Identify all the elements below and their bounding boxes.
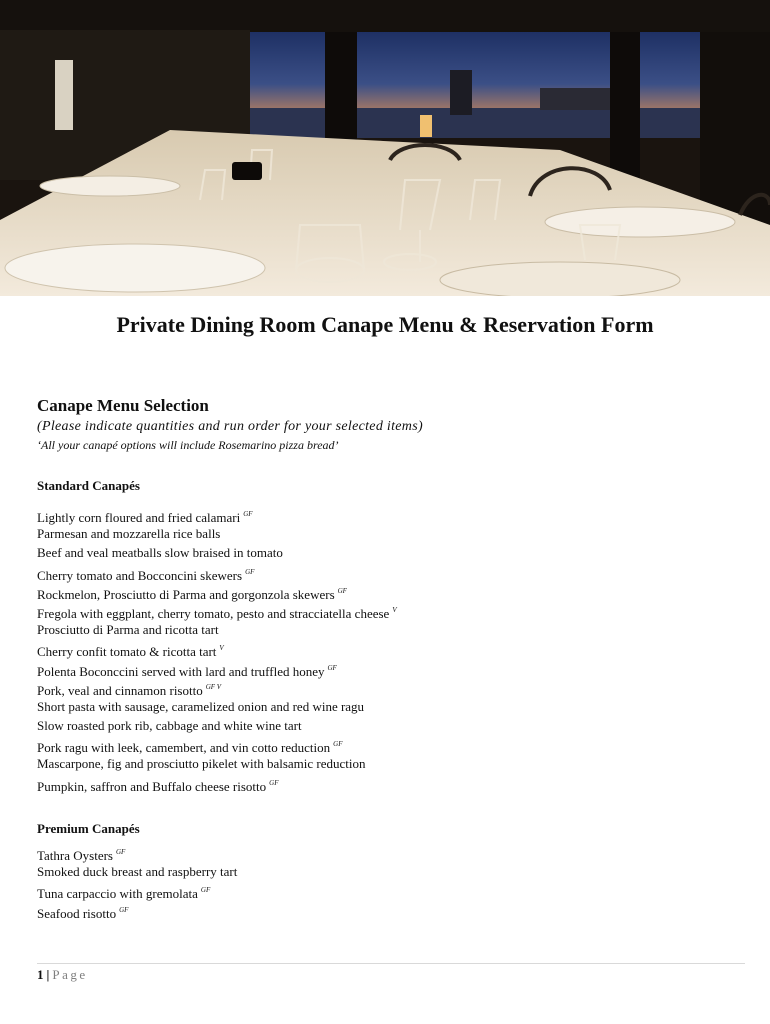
dietary-tag: GF: [333, 740, 343, 749]
hero-dining-photo: [0, 0, 770, 296]
menu-item-name: Rockmelon, Prosciutto di Parma and gorgonzola skewers: [37, 586, 335, 602]
standard-canapes-list: [37, 505, 397, 793]
menu-item: [37, 774, 397, 793]
dietary-tag: GF: [119, 905, 129, 914]
menu-item: [37, 505, 397, 524]
menu-item: [37, 620, 397, 639]
menu-item-name: Mascarpone, fig and prosciutto pikelet with balsamic reduction: [37, 756, 366, 772]
page-number: 1: [37, 967, 44, 982]
dietary-tag: GF: [243, 510, 253, 518]
menu-item-name: Beef and veal meatballs slow braised in tomato: [37, 545, 283, 561]
dietary-tag: V: [392, 605, 397, 614]
standard-canapes-heading: Standard Canapés: [37, 478, 140, 493]
menu-item-name: Cherry tomato and Bocconcini skewers: [37, 567, 243, 583]
menu-item: [37, 862, 237, 881]
menu-item: [37, 678, 397, 697]
menu-item-name: Prosciutto di Parma and ricotta tart: [37, 622, 219, 638]
menu-item-name: Fregola with eggplant, cherry tomato, pesto and stracciatella cheese: [37, 605, 390, 621]
menu-item: [37, 639, 397, 658]
menu-item-name: Slow roasted pork rib, cabbage and white wine tart: [37, 718, 302, 734]
menu-item-name: Short pasta with sausage, caramelized onion and red wine ragu: [37, 698, 365, 714]
selection-instruction: (Please indicate quantities and run order for your selected items): [37, 419, 423, 434]
dietary-tag: GF: [327, 663, 337, 672]
dining-room-illustration: [0, 0, 770, 296]
dietary-tag: GF: [245, 567, 255, 576]
menu-item: [37, 716, 397, 735]
footer-divider: [37, 963, 745, 964]
menu-item: [37, 735, 397, 754]
footer-separator: |: [46, 967, 50, 982]
dietary-tag: GF: [200, 886, 211, 895]
menu-item: [37, 697, 397, 716]
dietary-tag: V: [219, 644, 224, 653]
menu-item-name: Smoked duck breast and raspberry tart: [37, 864, 238, 880]
menu-item-name: Pork ragu with leek, camembert, and vin cotto reduction: [37, 740, 331, 756]
menu-item: [37, 659, 397, 678]
menu-item-name: Seafood risotto: [37, 905, 117, 921]
menu-item-name: Tuna carpaccio with gremolata: [37, 886, 198, 902]
dietary-tag: GF: [269, 778, 279, 787]
dietary-tag: GF: [115, 848, 126, 856]
dietary-tag: GF V: [205, 682, 222, 691]
menu-item: [37, 754, 397, 773]
page-footer: [37, 967, 88, 983]
menu-item: [37, 563, 397, 582]
menu-item: [37, 901, 237, 920]
page-label: Page: [52, 967, 88, 982]
menu-item-name: Cherry confit tomato & ricotta tart: [37, 644, 217, 660]
menu-item-name: Lightly corn floured and fried calamari: [37, 510, 241, 525]
menu-item: [37, 543, 397, 562]
menu-item: [37, 582, 397, 601]
pizza-bread-note: ‘All your canapé options will include Rosemarino pizza bread’: [37, 438, 339, 452]
menu-item-name: Polenta Boconccini served with lard and truffled honey: [37, 663, 325, 679]
menu-item-name: Pork, veal and cinnamon risotto: [37, 682, 203, 698]
dietary-tag: GF: [337, 586, 347, 595]
menu-item: [37, 881, 237, 900]
page-title: Private Dining Room Canape Menu & Reservation Form: [116, 312, 654, 337]
menu-item: [37, 843, 237, 862]
menu-item: [37, 601, 397, 620]
premium-canapes-list: [37, 843, 237, 920]
premium-canapes-heading: Premium Canapés: [37, 821, 140, 836]
section-heading: Canape Menu Selection: [37, 396, 209, 415]
menu-item-name: Parmesan and mozzarella rice balls: [37, 526, 221, 542]
menu-item: [37, 524, 397, 543]
menu-item-name: Pumpkin, saffron and Buffalo cheese risotto: [37, 778, 267, 794]
menu-item-name: Tathra Oysters: [37, 848, 113, 863]
